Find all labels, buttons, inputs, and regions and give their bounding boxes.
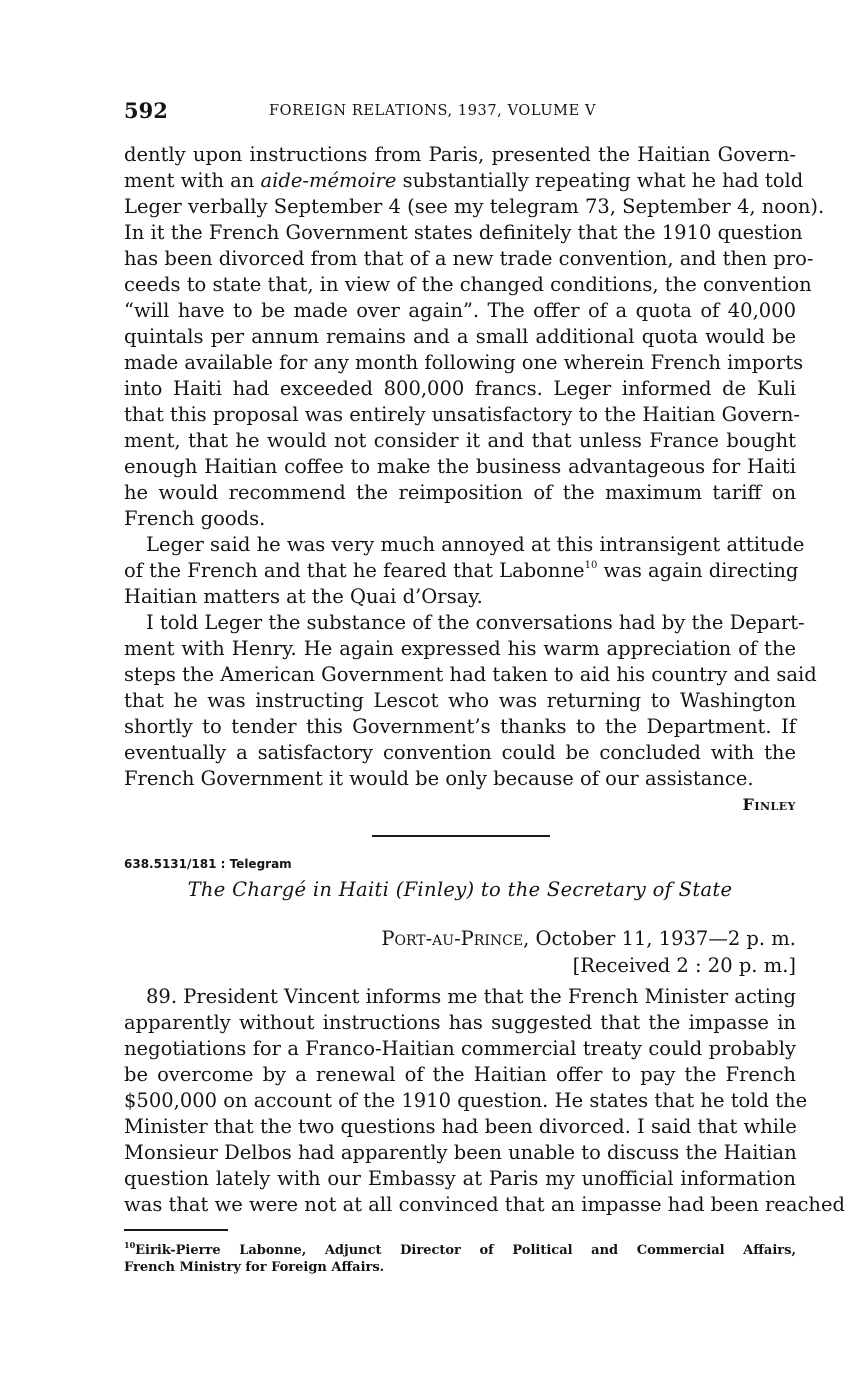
body-line: ceeds to state that, in view of the changed conditions, the convention <box>124 273 812 296</box>
body-line: quintals per annum remains and a small additional quota would be <box>124 325 796 348</box>
footnote-line <box>124 1242 796 1259</box>
body-line: question lately with our Embassy at Paris my unofficial information <box>124 1167 796 1190</box>
body-line: eventually a satisfactory convention could be concluded with the <box>124 741 796 764</box>
footnote-text: Eirik-Pierre Labonne, Adjunct Director of Political and Commercial Affairs, <box>135 1243 796 1258</box>
signature: Finley <box>742 795 796 814</box>
body-line: ment with Henry. He again expressed his warm appreciation of the <box>124 637 796 660</box>
body-line: Leger said he was very much annoyed at this intransigent attitude <box>146 533 805 556</box>
body-line: French goods. <box>124 507 266 530</box>
body-line: 89. President Vincent informs me that the French Minister acting <box>146 985 797 1008</box>
body-line: dently upon instructions from Paris, presented the Haitian Govern- <box>124 143 796 166</box>
running-head: FOREIGN RELATIONS, 1937, VOLUME V <box>269 103 597 119</box>
body-line: Minister that the two questions had been divorced. I said that while <box>124 1115 797 1138</box>
dateline <box>124 926 796 952</box>
body-line: be overcome by a renewal of the Haitian offer to pay the French <box>124 1063 796 1086</box>
body-line: ment, that he would not consider it and that unless France bought <box>124 429 796 452</box>
footnote-reference[interactable]: 10 <box>584 560 598 571</box>
body-line: was that we were not at all convinced that an impasse had been reached <box>124 1193 845 1216</box>
footnote-number: 10 <box>124 1240 136 1250</box>
body-line: Leger verbally September 4 (see my telegram 73, September 4, noon). <box>124 195 825 218</box>
body-line: shortly to tender this Government’s thanks to the Department. If <box>124 715 796 738</box>
body-line: has been divorced from that of a new trade convention, and then pro- <box>124 247 814 270</box>
body-line: $500,000 on account of the 1910 question. He states that he told the <box>124 1089 808 1112</box>
page-header <box>124 98 796 126</box>
body-line: negotiations for a Franco-Haitian commercial treaty could probably <box>124 1037 796 1060</box>
body-line <box>124 558 799 584</box>
text-segment: was again directing <box>597 559 799 582</box>
page-number: 592 <box>124 98 168 123</box>
body-line: enough Haitian coffee to make the business advantageous for Haiti <box>124 455 796 478</box>
text-segment: ment with an aide-mémoire substantially repeating what he had told <box>124 169 804 192</box>
place-name: Port-au-Prince <box>381 927 524 950</box>
text-segment: of the French and that he feared that Labonne <box>124 559 585 582</box>
body-line: that he was instructing Lescot who was returning to Washington <box>124 689 796 712</box>
document-title: The Chargé in Haiti (Finley) to the Secretary of State <box>187 878 733 901</box>
file-reference: 638.5131/181 : Telegram <box>124 857 292 871</box>
date-time: , October 11, 1937—2 p. m. <box>523 927 796 950</box>
italic-term: aide-mémoire <box>260 169 397 192</box>
body-line: made available for any month following one wherein French imports <box>124 351 804 374</box>
footnote-divider <box>124 1229 228 1231</box>
body-line: steps the American Government had taken to aid his country and said <box>124 663 817 686</box>
body-line: Monsieur Delbos had apparently been unable to discuss the Haitian <box>124 1141 797 1164</box>
body-line <box>124 168 804 194</box>
body-line: apparently without instructions has suggested that the impasse in <box>124 1011 796 1034</box>
body-line: French Government it would be only because of our assistance. <box>124 767 754 790</box>
body-line: “will have to be made over again”. The offer of a quota of 40,000 <box>124 299 796 322</box>
body-line: that this proposal was entirely unsatisfactory to the Haitian Govern- <box>124 403 801 426</box>
body-line: Haitian matters at the Quai d’Orsay. <box>124 585 483 608</box>
received-time: [Received 2 : 20 p. m.] <box>572 954 796 977</box>
section-divider <box>372 835 550 837</box>
footnote-line: French Ministry for Foreign Affairs. <box>124 1260 385 1275</box>
body-line: In it the French Government states definitely that the 1910 question <box>124 221 803 244</box>
body-line: I told Leger the substance of the conversations had by the Depart- <box>146 611 805 634</box>
body-line: he would recommend the reimposition of the maximum tariff on <box>124 481 796 504</box>
body-line: into Haiti had exceeded 800,000 francs. Leger informed de Kuli <box>124 377 796 400</box>
